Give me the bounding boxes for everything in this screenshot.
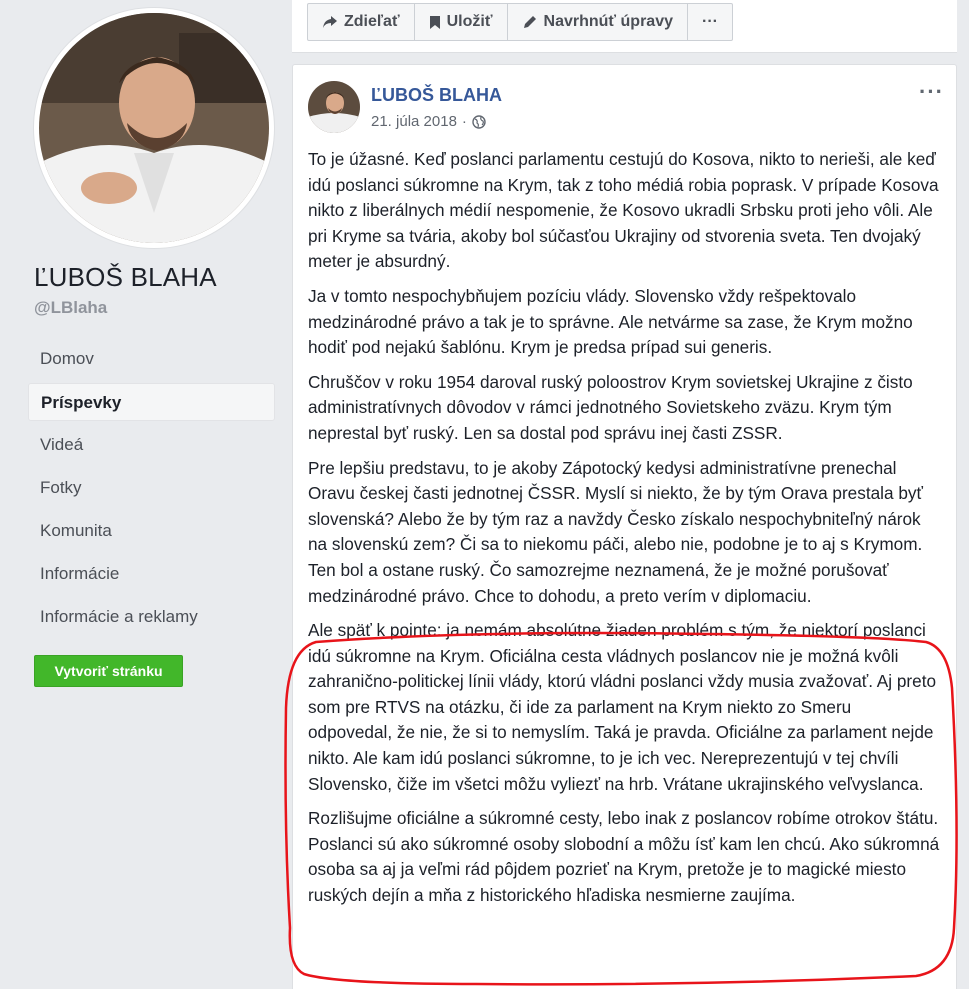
avatar-photo-icon (308, 81, 360, 133)
post-text (308, 147, 940, 918)
page-action-bar (292, 0, 957, 53)
more-options-icon: ··· (702, 13, 718, 30)
profile-picture[interactable] (34, 8, 274, 248)
page-handle[interactable]: @LBlaha (34, 298, 108, 317)
save-label: Uložiť (446, 13, 493, 30)
author-avatar[interactable] (308, 81, 360, 133)
nav-item-photos[interactable]: Fotky (40, 478, 82, 497)
profile-photo-icon (39, 13, 269, 243)
post-meta: 21. júla 2018 · (371, 113, 486, 130)
page-sidebar (0, 0, 290, 989)
create-page-button[interactable]: Vytvoriť stránku (34, 655, 183, 687)
bookmark-icon (429, 15, 441, 30)
suggest-edits-button[interactable] (508, 4, 688, 40)
nav-item-community[interactable]: Komunita (40, 521, 112, 540)
post-paragraph: Rozlišujme oficiálne a súkromné cesty, lebo inak z poslancov robíme otrokov štátu. Poslanci sú ako súkromné osoby slobodní a môžu ísť kam len chcú. Ako súkromná osoba sa aj ja veľmi rád pôjdem pozrieť na Krym, pretože je to magické miesto ruských dejín a mňa z historického hľadiska nesmierne zaujíma. (308, 808, 940, 906)
post-paragraph: Ja v tomto nespochybňujem pozíciu vlády. Slovensko vždy rešpektovalo medzinárodné právo a tak je to správne. Ale netvárme sa zase, že Krym možno hodiť pod nejakú šablónu. Krym je predsa prípad sui generis. (308, 285, 913, 358)
nav-item-videos[interactable]: Videá (40, 435, 84, 454)
nav-item-posts[interactable]: Príspevky (28, 383, 275, 421)
suggest-edits-label: Navrhnúť úpravy (543, 13, 673, 30)
pencil-icon (522, 14, 538, 30)
nav-item-info-and-ads[interactable]: Informácie a reklamy (40, 607, 198, 626)
nav-item-home[interactable]: Domov (40, 349, 94, 368)
nav-item-about[interactable]: Informácie (40, 564, 120, 583)
post-author[interactable]: ĽUBOŠ BLAHA (371, 85, 502, 105)
share-label: Zdieľať (344, 13, 400, 30)
post-date[interactable]: 21. júla 2018 (371, 113, 457, 130)
save-button[interactable] (415, 4, 508, 40)
post-options-button[interactable]: ··· (919, 79, 944, 104)
post-paragraph: To je úžasné. Keď poslanci parlamentu cestujú do Kosova, nikto to nerieši, ale keď idú poslanci súkromne na Krym, tak z toho médiá robia poprask. V prípade Kosova nikto z liberálnych médií nespomenie, že Kosovo ukradli Srbsku proti jeho vôli. Ale pri Kryme sa tvária, akoby bol súčasťou Ukrajiny od stvorenia sveta. Ten dvojaký meter je absurdný. (308, 149, 939, 272)
more-options-button[interactable] (688, 4, 732, 40)
page-name[interactable]: ĽUBOŠ BLAHA (34, 262, 217, 292)
post-paragraph: Ale späť k pointe: ja nemám absolútne žiaden problém s tým, že niektorí poslanci idú súkromne na Krym. Oficiálna cesta vládnych poslancov nie je možná kvôli zahranično-politickej línii vlády, ktorú vládni poslanci vždy musia zvažovať. Aj preto som pre RTVS na otázku, či ide za parlament na Krym niekto zo Smeru odpovedal, že nie, že si to nemyslím. Taká je pravda. Oficiálne za parlament nejde nikto. Ale kam idú poslanci súkromne, to je ich vec. Nereprezentujú v tej chvíli Slovensko, čiže im všetci môžu vyliezť na hrb. Vrátane ukrajinského veľvyslanca. (308, 620, 937, 794)
globe-icon (472, 115, 486, 129)
post-card (292, 64, 957, 989)
share-button[interactable] (308, 4, 415, 40)
post-paragraph: Pre lepšiu predstavu, to je akoby Zápotocký kedysi administratívne prenechal Oravu českej časti jednotnej ČSSR. Myslí si niekto, že by tým Orava prestala byť slovenská? Alebo že by tým raz a navždy Česko získalo nespochybniteľný nárok na slovenskú zem? Či sa to niekomu páči, alebo nie, podobne je to aj s Krymom. Ten bol a ostane ruský. Čo samozrejme neznamená, že je možné porušovať medzinárodné právo. Chce to dohodu, a preto verím v diplomaciu. (308, 457, 923, 606)
page-nav (28, 340, 275, 641)
post-paragraph: Chruščov v roku 1954 daroval ruský poloostrov Krym sovietskej Ukrajine z čisto administratívnych dôvodov v rámci jednotného Sovietskeho zväzu. Krym tým neprestal byť ruský. Len sa dostal pod správu inej časti ZSSR. (308, 371, 913, 443)
share-icon (322, 15, 338, 29)
action-buttons (307, 3, 733, 41)
